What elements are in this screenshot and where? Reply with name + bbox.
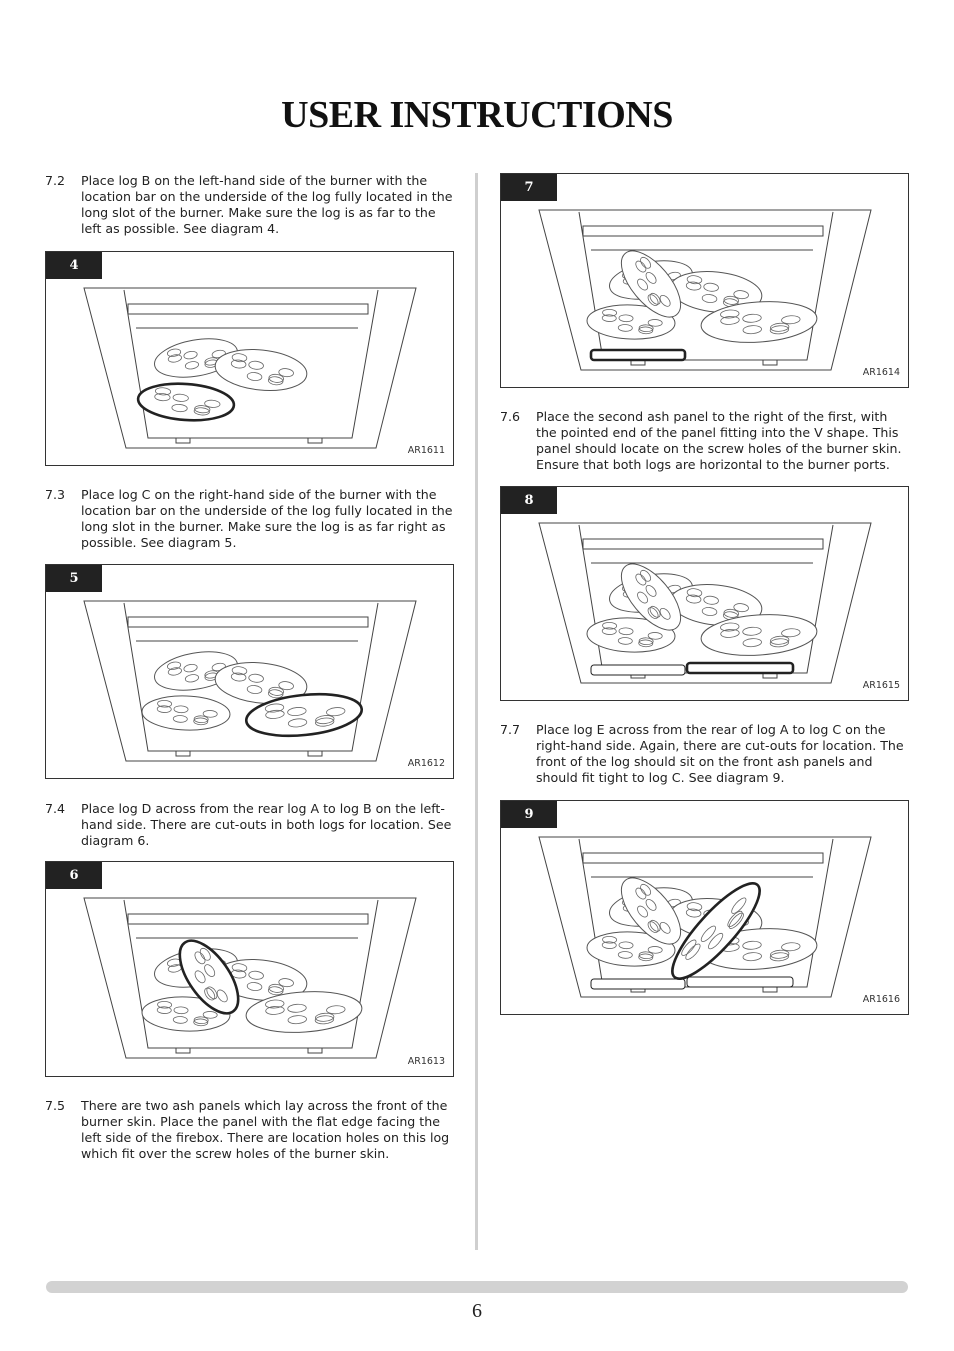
column-divider	[475, 173, 478, 1250]
ash-panel	[591, 979, 685, 989]
firebox-lintel	[128, 914, 368, 924]
front-tab-right	[763, 360, 777, 365]
front-tab-right	[763, 987, 777, 992]
diagram-number: 7	[501, 174, 557, 201]
fireplace-illustration	[501, 487, 908, 700]
step-number: 7.4	[45, 801, 66, 816]
step-7-7	[500, 722, 910, 788]
page-number: 6	[472, 1300, 482, 1322]
step-text: Place log E across from the rear of log A to log C on the right-hand side. Again, there are cut-outs for location. The front of the log should sit on the front ash panels and should fit tight to log C. See diagram 9.	[536, 722, 904, 785]
diagram-reference: AR1612	[407, 758, 445, 769]
step-7-6	[500, 409, 910, 475]
front-tab-left	[176, 751, 190, 756]
step-number: 7.6	[500, 409, 521, 424]
firebox-lintel	[128, 617, 368, 627]
footer-bar	[46, 1281, 908, 1293]
step-text: Place log B on the left-hand side of the burner with the location bar on the underside of the log fully located in the long slot of the burner. Make sure the log is as far to the left as possible. See diagram 4.	[81, 173, 453, 236]
diagram-6	[45, 861, 454, 1077]
step-7-5	[45, 1098, 455, 1164]
fireplace-illustration	[46, 862, 453, 1076]
diagram-8	[500, 486, 909, 701]
ash-panel	[687, 663, 793, 673]
diagram-reference: AR1614	[862, 367, 900, 378]
step-text: There are two ash panels which lay across the front of the burner skin. Place the panel with the flat edge facing the left side of the firebox. There are location holes on this log which fit over the screw holes of the burner skin.	[81, 1098, 450, 1161]
diagram-reference: AR1616	[862, 994, 900, 1005]
front-tab-left	[176, 1048, 190, 1053]
step-text: Place the second ash panel to the right of the first, with the pointed end of the panel fitting into the V shape. This panel should locate on the screw holes of the burner skin. Ensure that both logs are horizontal to the burner ports.	[536, 409, 902, 472]
log	[141, 694, 230, 731]
diagram-number: 9	[501, 801, 557, 828]
step-number: 7.7	[500, 722, 521, 737]
diagram-number: 4	[46, 252, 102, 279]
step-7-4	[45, 801, 455, 851]
front-tab-left	[176, 438, 190, 443]
step-number: 7.5	[45, 1098, 66, 1113]
front-tab-right	[308, 751, 322, 756]
step-7-2	[45, 173, 455, 239]
firebox-lintel	[583, 539, 823, 549]
firebox-lintel	[128, 304, 368, 314]
ash-panel	[591, 350, 685, 360]
fireplace-illustration	[46, 252, 453, 465]
fireplace-illustration	[501, 801, 908, 1014]
diagram-reference: AR1615	[862, 680, 900, 691]
ash-panel	[591, 665, 685, 675]
step-number: 7.3	[45, 487, 66, 502]
front-tab-right	[308, 1048, 322, 1053]
fireplace-illustration	[46, 565, 453, 778]
diagram-number: 5	[46, 565, 102, 592]
diagram-4	[45, 251, 454, 466]
fireplace-illustration	[501, 174, 908, 387]
page-title: USER INSTRUCTIONS	[281, 94, 673, 136]
diagram-number: 8	[501, 487, 557, 514]
diagram-reference: AR1611	[407, 445, 445, 456]
diagram-7	[500, 173, 909, 388]
diagram-reference: AR1613	[407, 1056, 445, 1067]
step-text: Place log C on the right-hand side of the burner with the location bar on the underside of the log fully located in the long slot in the burner. Make sure the log is as far right as possible. See diagram 5.	[81, 487, 453, 550]
front-tab-right	[308, 438, 322, 443]
step-number: 7.2	[45, 173, 66, 188]
step-text: Place log D across from the rear log A to log B on the left-hand side. There are cut-outs in both logs for location. See diagram 6.	[81, 801, 452, 848]
step-7-3	[45, 487, 455, 553]
diagram-number: 6	[46, 862, 102, 889]
firebox-lintel	[583, 853, 823, 863]
firebox-lintel	[583, 226, 823, 236]
ash-panel	[687, 977, 793, 987]
diagram-5	[45, 564, 454, 779]
diagram-9	[500, 800, 909, 1015]
highlighted-log	[137, 381, 235, 424]
